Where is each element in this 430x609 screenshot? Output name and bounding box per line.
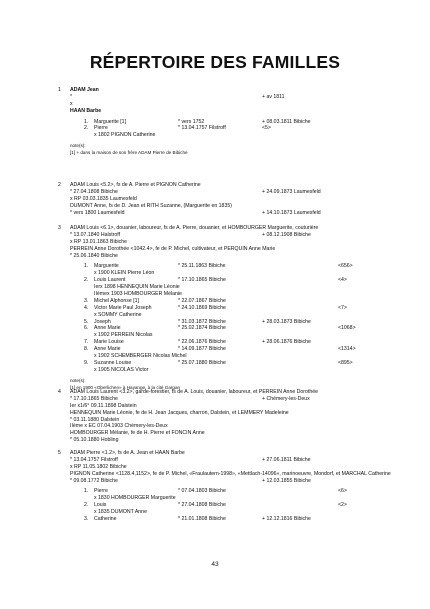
family-entry-5 bbox=[58, 450, 418, 523]
child-birth: * 21.01.1808 Bibiche bbox=[178, 516, 226, 523]
family-number: 2 bbox=[58, 182, 61, 188]
child-name: Marie Louise bbox=[94, 339, 124, 346]
children-list bbox=[70, 488, 418, 522]
child-number: 3. bbox=[84, 516, 89, 523]
child-number: 4. bbox=[84, 304, 89, 311]
family-entry-2 bbox=[58, 182, 418, 216]
second-spouse-birth-line: * 05.10.1880 Hobling bbox=[70, 437, 119, 444]
child-death: + 28.03.1873 Bibiche bbox=[262, 318, 311, 325]
child-spouse: x 1902 PERREIN Nicolas bbox=[94, 332, 153, 339]
child-name: Pierre bbox=[94, 488, 108, 495]
spouse-line: DUMONT Anne, fs de D. Jean et RITH Suzanne, (Marguerite en 1835) bbox=[70, 202, 232, 209]
child-number: 1. bbox=[84, 488, 89, 495]
child-name: Suzanne Louise bbox=[94, 359, 132, 366]
child-row bbox=[84, 339, 418, 346]
family-number: 5 bbox=[58, 450, 61, 456]
birth-line bbox=[70, 232, 418, 239]
child-birth: * 13.04.1757 Filstroff bbox=[178, 125, 226, 132]
birth-date: * 13.07.1840 Halstroff bbox=[70, 231, 121, 238]
child-name: Louis Laurent bbox=[94, 277, 126, 284]
child-number: 5. bbox=[84, 318, 89, 325]
family-number: 4 bbox=[58, 389, 61, 395]
notes-heading: note(s): bbox=[70, 143, 86, 149]
head-line bbox=[70, 87, 418, 94]
spouse-birth-line bbox=[70, 478, 418, 485]
birth-date: * 17.10.1865 Bibiche bbox=[70, 395, 118, 402]
child-birth: * 25.07.1880 Bibiche bbox=[178, 359, 226, 366]
spouse-line bbox=[70, 108, 418, 115]
child-ref: <1068> bbox=[338, 325, 356, 332]
child-spouse: x 1902 SCHEMBERGER Nicolas Michel bbox=[94, 353, 187, 360]
child-birth: * 22.06.1876 Bibiche bbox=[178, 339, 226, 346]
spouse-line: HENNEQUIN Marie Léonie, fe de H. Jean Jacques, charron, Dalstein, et LEMMERY Madeleine bbox=[70, 409, 289, 416]
child-birth: * 25.02.1874 Bibiche bbox=[178, 325, 226, 332]
child-number: 6. bbox=[84, 325, 89, 332]
child-birth: * 14.09.1877 Bibiche bbox=[178, 346, 226, 353]
page-title: RÉPERTOIRE DES FAMILLES bbox=[89, 52, 341, 72]
spouse-birth: * 09.08.1772 Bibiche bbox=[70, 477, 118, 484]
children-list bbox=[70, 263, 418, 373]
marriage-mark: x bbox=[70, 100, 73, 107]
child-ref: <656> bbox=[338, 263, 353, 270]
child-name: Victor Marie Paul Joseph bbox=[94, 304, 152, 311]
child-name: Marguerite [1] bbox=[94, 118, 127, 125]
child-name: Louis bbox=[94, 502, 107, 509]
child-number: 2. bbox=[84, 502, 89, 509]
note-text: [1] en 1900 «Oberlichen» à Hayange, à la cité Gargan bbox=[70, 384, 181, 390]
child-ref: <895> bbox=[338, 359, 353, 366]
child-name: Catherine bbox=[94, 516, 117, 523]
child-row bbox=[84, 502, 418, 509]
child-number: 3. bbox=[84, 297, 89, 304]
family-entry-3 bbox=[58, 225, 418, 391]
child-row bbox=[84, 277, 418, 284]
child-spouse: x 1900 KLEIN Pierre Léon bbox=[94, 270, 155, 277]
child-birth: * vers 1752 bbox=[178, 118, 205, 125]
child-number: 9. bbox=[84, 359, 89, 366]
spouse-birth-line bbox=[70, 210, 418, 217]
child-birth: * 17.10.1865 Bibiche bbox=[178, 277, 226, 284]
marriage-line bbox=[70, 101, 418, 108]
child-spouse: x 1835 DUMONT Anne bbox=[94, 509, 147, 516]
spouse-line: PIGNON Catherine <1128.4,1152>, fe de P. Michel, «Fraulautern-1998», «Mettlach-14096», marinoeuvre, Mondorf, et MARCHAL Catherine bbox=[70, 470, 391, 477]
spouse-death: + 14.10.1873 Laumesfeld bbox=[262, 209, 321, 216]
child-number: 2. bbox=[84, 277, 89, 284]
child-birth: * 31.03.1872 Bibiche bbox=[178, 318, 226, 325]
birth-line bbox=[70, 189, 418, 196]
spouse-name: HAAN Barbe bbox=[70, 107, 102, 114]
child-row bbox=[84, 360, 418, 367]
child-spouse: Ierx 1898 HENNEQUIN Marie Léonie bbox=[94, 284, 180, 291]
child-row bbox=[84, 305, 418, 312]
spouse-birth: * vers 1800 Laumesfeld bbox=[70, 209, 125, 216]
child-row bbox=[84, 346, 418, 353]
child-row bbox=[84, 488, 418, 495]
death-date: + av 1811 bbox=[262, 93, 285, 100]
child-number: 2. bbox=[84, 125, 89, 132]
head-line: ADAM Louis <6.1>, douanier, laboureur, fs de A. Pierre, douanier, et HOMBOURGER Marguerite, couturière bbox=[70, 225, 319, 231]
child-number: 8. bbox=[84, 346, 89, 353]
note-text: [1] + dans la maison de son frère ADAM Pierre de Bibiche bbox=[70, 150, 188, 156]
marriage-line: x RP 13.01.1863 Bibiche bbox=[70, 238, 128, 245]
child-row bbox=[84, 325, 418, 332]
birth-line bbox=[70, 94, 418, 101]
child-death: + 08.03.1811 Bibiche bbox=[262, 118, 311, 125]
death-date: + 27.06.1811 Bibiche bbox=[262, 456, 311, 463]
family-entry-1 bbox=[58, 87, 418, 157]
child-ref: <2> bbox=[338, 502, 347, 509]
family-number: 1 bbox=[58, 87, 61, 93]
child-ref: <5> bbox=[262, 125, 271, 132]
child-row bbox=[84, 125, 418, 132]
head-line: ADAM Louis <5.2>, fs de A. Pierre et PIGNON Catherine bbox=[70, 182, 201, 188]
child-ref: <1314> bbox=[338, 346, 356, 353]
child-birth: * 07.04.1803 Bibiche bbox=[178, 488, 226, 495]
child-birth: * 27.04.1808 Bibiche bbox=[178, 502, 226, 509]
birth-date: * 27.04.1808 Bibiche bbox=[70, 188, 118, 195]
child-death: + 28.06.1876 Bibiche bbox=[262, 339, 311, 346]
child-ref: <7> bbox=[338, 304, 347, 311]
child-spouse: x SOMMY Catherine bbox=[94, 311, 142, 318]
spouse-line: PERREIN Anne Dorothée <1042.4>, fe de P. Michel, cultivateur, et PERQUIN Anne Marie bbox=[70, 245, 276, 252]
marriage-line: x RP 11.05.1802 Bibiche bbox=[70, 463, 127, 470]
child-spouse: IIèmex 1903 HOMBOURGER Mélanie bbox=[94, 291, 182, 298]
child-name: Michel Alphonse [1] bbox=[94, 297, 139, 304]
child-row bbox=[84, 263, 418, 270]
death-date: + 24.09.1873 Laumesfeld bbox=[262, 188, 321, 195]
head-line: ADAM Pierre <1.2>, fs de A. Jean et HAAN Barbe bbox=[70, 450, 185, 456]
marriage-line: x RP 03.03.1835 Laumesfeld bbox=[70, 195, 137, 202]
second-spouse-line: HOMBOURGER Mélanie, fe de H. Pierre et FONCIN Anne bbox=[70, 430, 205, 437]
child-name: Joseph bbox=[94, 318, 111, 325]
child-number: 1. bbox=[84, 118, 89, 125]
child-row bbox=[84, 516, 418, 523]
child-row bbox=[84, 319, 418, 326]
death-date: + Chémery-les-Deux bbox=[262, 395, 310, 402]
child-ref: <4> bbox=[338, 277, 347, 284]
spouse-death: + 12.03.1855 Bibiche bbox=[262, 477, 311, 484]
child-row bbox=[84, 119, 418, 126]
head-line: ADAM Louis Laurent <3.2>, garde-forestier, fs de A. Louis, douanier, laboureur, et PERREIN Anne Dorothée bbox=[70, 389, 318, 395]
second-marriage-line: IIème x EC 07.04.1903 Chémery-les-Deux bbox=[70, 423, 168, 430]
child-number: 1. bbox=[84, 263, 89, 270]
child-death: + 12.12.1816 Bibiche bbox=[262, 516, 311, 523]
birth-date: * bbox=[70, 93, 73, 100]
child-name: Marguerite bbox=[94, 263, 119, 270]
child-row bbox=[84, 298, 418, 305]
marriage-line: Ier x1/6° 09.11.1898 Dalstein bbox=[70, 402, 137, 409]
head-name: ADAM Jean bbox=[70, 87, 99, 93]
child-number: 7. bbox=[84, 339, 89, 346]
birth-line bbox=[70, 457, 418, 464]
birth-line bbox=[70, 396, 418, 403]
child-birth: * 24.10.1869 Bibiche bbox=[178, 304, 226, 311]
notes-heading: note(s): bbox=[70, 377, 86, 383]
child-name: Anne Marie bbox=[94, 346, 121, 353]
page-number: 43 bbox=[211, 561, 219, 568]
child-spouse: x 1830 HOMBOURGER Marguerite bbox=[94, 495, 176, 502]
child-spouse: x 1905 NICOLAS Victor bbox=[94, 366, 149, 373]
family-entry-4 bbox=[58, 389, 418, 444]
child-name: Pierre bbox=[94, 125, 108, 132]
child-spouse: x 1802 PIGNON Catherine bbox=[94, 132, 156, 139]
child-birth: * 22.07.1867 Bibiche bbox=[178, 297, 226, 304]
child-birth: * 25.11.1863 Bibiche bbox=[178, 263, 226, 270]
death-date: + 08.12.1908 Bibiche bbox=[262, 231, 311, 238]
child-name: Anne Marie bbox=[94, 325, 121, 332]
birth-date: * 13.04.1757 Filstroff bbox=[70, 456, 118, 463]
family-number: 3 bbox=[58, 225, 61, 231]
spouse-birth-line: * 03.11.1880 Dalstein bbox=[70, 416, 120, 423]
child-ref: <6> bbox=[338, 488, 347, 495]
spouse-birth-line: * 25.06.1840 Bibiche bbox=[70, 252, 118, 259]
